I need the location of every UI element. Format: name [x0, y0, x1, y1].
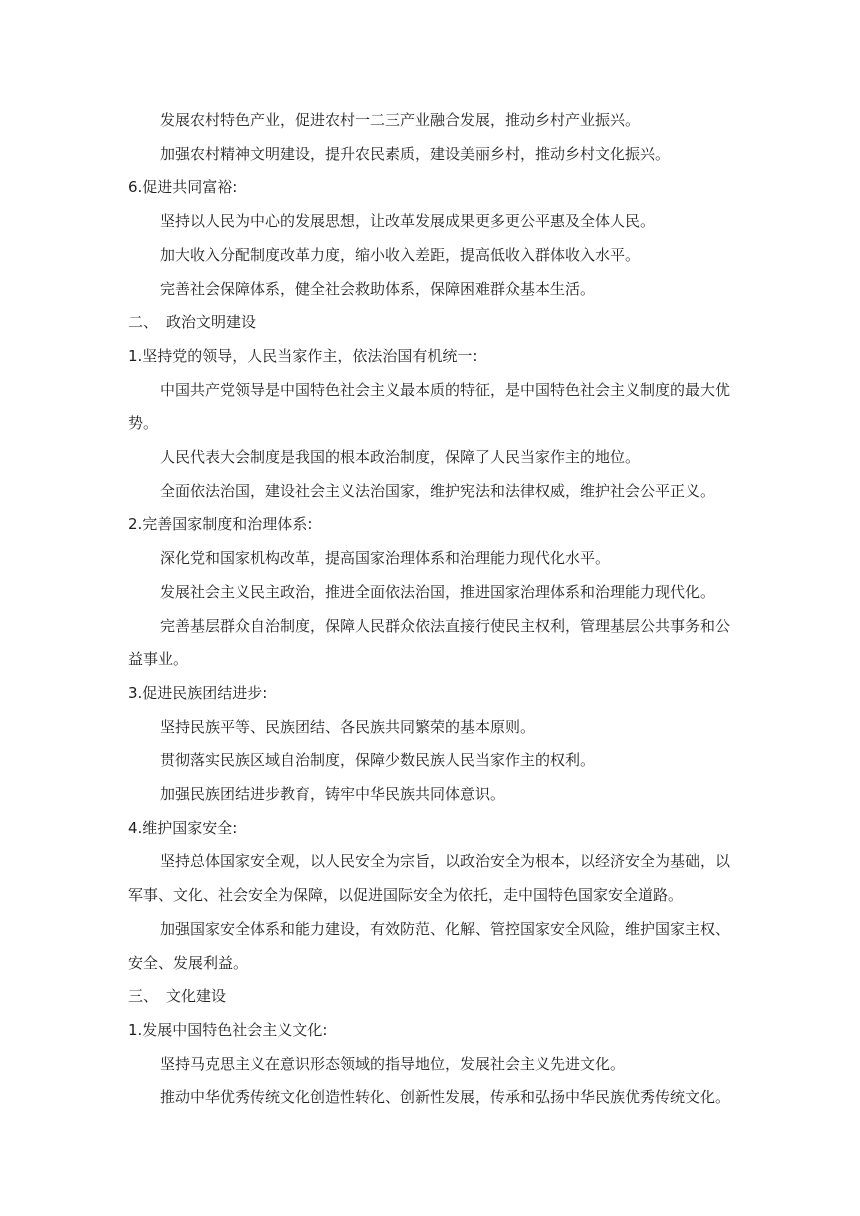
section-heading: [128, 980, 732, 1014]
paragraph: 坚持民族平等、民族团结、各民族共同繁荣的基本原则。: [160, 717, 536, 736]
paragraph: 坚持总体国家安全观，以人民安全为宗旨，以政治安全为根本，以经济安全为基础，以军事、文化、社会安全为保障，以促进国际安全为依托，走中国特色国家安全道路。: [128, 852, 731, 905]
section-title: 文化建设: [166, 987, 227, 1006]
paragraph: 完善基层群众自治制度，保障人民群众依法直接行使民主权利，管理基层公共事务和公益事业。: [128, 616, 731, 669]
paragraph: 发展农村特色产业，促进农村一二三产业融合发展，推动乡村产业振兴。: [160, 111, 641, 129]
paragraph: 加强民族团结进步教育，铸牢中华民族共同体意识。: [160, 785, 506, 804]
section-number: 三、: [128, 987, 159, 1006]
paragraph: 坚持马克思主义在意识形态领域的指导地位，发展社会主义先进文化。: [160, 1054, 626, 1073]
section-number: 二、: [128, 313, 159, 332]
subheading: 1.坚持党的领导，人民当家作主，依法治国有机统一:: [128, 346, 478, 365]
paragraph: 全面依法治国，建设社会主义法治国家，维护宪法和法律权威，维护社会公平正义。: [160, 481, 716, 500]
paragraph: 推动中华优秀传统文化创造性转化、创新性发展，传承和弘扬中华民族优秀传统文化。: [160, 1088, 731, 1107]
paragraph: 贯彻落实民族区域自治制度，保障少数民族人民当家作主的权利。: [160, 751, 596, 770]
paragraph: 中国共产党领导是中国特色社会主义最本质的特征，是中国特色社会主义制度的最大优势。: [128, 380, 731, 433]
paragraph: 完善社会保障体系，健全社会救助体系，保障困难群众基本生活。: [160, 279, 596, 298]
subheading: 1.发展中国特色社会主义文化:: [128, 1020, 328, 1039]
paragraph: 人民代表大会制度是我国的根本政治制度，保障了人民当家作主的地位。: [160, 448, 641, 467]
subheading: 6.促进共同富裕:: [128, 178, 238, 197]
subheading: 4.维护国家安全:: [128, 818, 238, 837]
paragraph: 坚持以人民为中心的发展思想，让改革发展成果更多更公平惠及全体人民。: [160, 212, 656, 231]
section-title: 政治文明建设: [166, 313, 257, 332]
subheading: 3.促进民族团结进步:: [128, 683, 268, 702]
paragraph: 加强国家安全体系和能力建设，有效防范、化解、管控国家安全风险，维护国家主权、安全、发展利益。: [128, 919, 731, 972]
paragraph: 深化党和国家机构改革，提高国家治理体系和治理能力现代化水平。: [160, 549, 611, 568]
paragraph: 加强农村精神文明建设，提升农民素质，建设美丽乡村，推动乡村文化振兴。: [160, 144, 671, 163]
paragraph: 加大收入分配制度改革力度，缩小收入差距，提高低收入群体收入水平。: [160, 245, 641, 264]
paragraph: 发展社会主义民主政治，推进全面依法治国，推进国家治理体系和治理能力现代化。: [160, 582, 716, 601]
section-heading: [128, 306, 732, 340]
subheading: 2.完善国家制度和治理体系:: [128, 515, 313, 534]
